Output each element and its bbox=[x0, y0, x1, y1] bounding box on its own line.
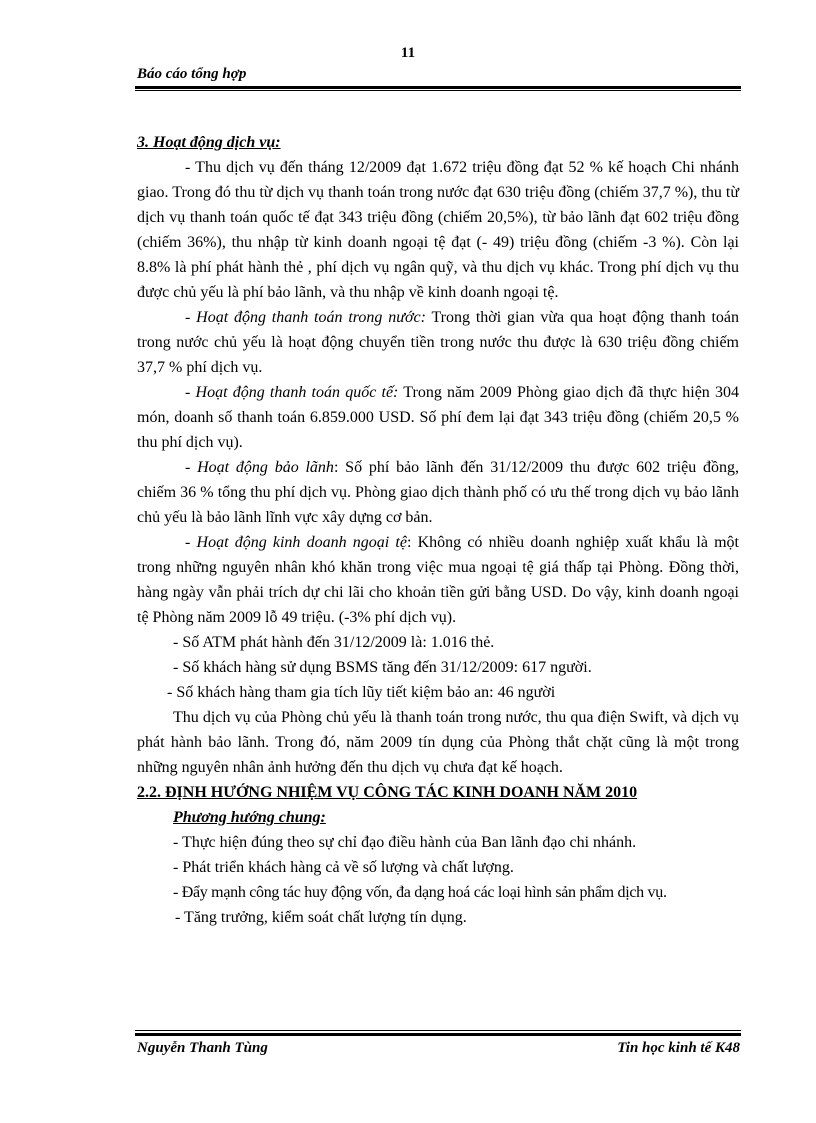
list-item: - Số ATM phát hành đến 31/12/2009 là: 1.016 thẻ. bbox=[173, 634, 495, 651]
fx-text: : Không có nhiều doanh nghiệp xuất khẩu là một trong những nguyên nhân khó khăn trong việc mua ngoại tệ giá thấp tại Phòng. Đồng thời, hàng ngày vẫn phải trích dự chi lãi cho khoản tiền gửi bằng USD. Do vậy, kinh doanh ngoại tệ Phòng năm 2009 lỗ 49 triệu. (-3% phí dịch vụ). bbox=[137, 534, 739, 626]
guarantee-label: Hoạt động bảo lãnh bbox=[197, 459, 334, 476]
international-payment-text: Trong năm 2009 Phòng giao dịch đã thực hiện 304 món, doanh số thanh toán 6.859.000 USD. Số phí đem lại đạt 343 triệu đồng (chiếm 20,5 % thu phí dịch vụ). bbox=[137, 384, 739, 451]
guarantee-dash: - bbox=[185, 459, 198, 476]
list-item: - Phát triển khách hàng cả về số lượng và chất lượng. bbox=[173, 859, 514, 876]
document-body bbox=[137, 130, 739, 930]
domestic-payment-text: Trong thời gian vừa qua hoạt động thanh toán trong nước chủ yếu là hoạt động chuyển tiền trong nước thu được là 630 triệu đồng chiếm 37,7 % phí dịch vụ. bbox=[137, 309, 739, 376]
paragraph-service-revenue: - Thu dịch vụ đến tháng 12/2009 đạt 1.672 triệu đồng đạt 52 % kế hoạch Chi nhánh giao. Trong đó thu từ dịch vụ thanh toán trong nước đạt 630 triệu đồng (chiếm 37,7 %), thu từ dịch vụ thanh toán quốc tế đạt 343 triệu đồng (chiếm 20,5%), từ bảo lãnh đạt 602 triệu đồng (chiếm 36%), thu nhập từ kinh doanh ngoại tệ đạt (- 49) triệu đồng (chiếm -3 %). Còn lại 8.8% là phí phát hành thẻ , phí dịch vụ ngân quỹ, và thu dịch vụ khác. Trong phí dịch vụ thu được chủ yếu là phí bảo lãnh, và thu nhập về kinh doanh ngoại tệ. bbox=[137, 159, 739, 301]
paragraph-international-payment bbox=[137, 380, 739, 455]
paragraph-domestic-payment bbox=[137, 305, 739, 380]
footer-rule-thin bbox=[135, 1030, 741, 1031]
paragraph-summary: Thu dịch vụ của Phòng chủ yếu là thanh toán trong nước, thu qua điện Swift, và dịch vụ phát hành bảo lãnh. Trong đó, năm 2009 tín dụng của Phòng thắt chặt cũng là một trong những nguyên nhân ảnh hưởng đến thu dịch vụ chưa đạt kế hoạch. bbox=[137, 709, 739, 776]
fx-label: Hoạt động kinh doanh ngoại tệ bbox=[196, 534, 407, 551]
paragraph-foreign-exchange bbox=[137, 530, 739, 630]
footer-course: Tin học kinh tế K48 bbox=[617, 1040, 740, 1056]
paragraph-guarantee bbox=[137, 455, 739, 530]
list-item: - Thực hiện đúng theo sự chỉ đạo điều hành của Ban lãnh đạo chi nhánh. bbox=[173, 834, 637, 851]
list-item: - Số khách hàng tham gia tích lũy tiết kiệm bảo an: 46 người bbox=[167, 684, 556, 701]
section-3-heading: 3. Hoạt động dịch vụ: bbox=[137, 134, 281, 151]
footer-author: Nguyễn Thanh Tùng bbox=[137, 1040, 268, 1056]
fx-dash: - bbox=[185, 534, 197, 551]
header-rule bbox=[135, 86, 741, 89]
general-direction-heading: Phương hướng chung: bbox=[173, 809, 326, 826]
domestic-payment-label: - Hoạt động thanh toán trong nước: bbox=[185, 309, 426, 326]
list-item: - Tăng trưởng, kiểm soát chất lượng tín dụng. bbox=[175, 909, 467, 926]
international-payment-label: - Hoạt động thanh toán quốc tế: bbox=[185, 384, 399, 401]
footer-rule bbox=[135, 1033, 741, 1036]
guarantee-text: : Số phí bảo lãnh đến 31/12/2009 thu được 602 triệu đồng, chiếm 36 % tổng thu phí dịch vụ. Phòng giao dịch thành phố có ưu thế trong dịch vụ bảo lãnh chủ yếu là bảo lãnh lĩnh vực xây dựng cơ bản. bbox=[137, 459, 740, 526]
list-item: - Số khách hàng sử dụng BSMS tăng đến 31/12/2009: 617 người. bbox=[173, 659, 592, 676]
page-number: 11 bbox=[400, 45, 416, 61]
list-item: - Đẩy mạnh công tác huy động vốn, đa dạng hoá các loại hình sản phẩm dịch vụ. bbox=[173, 884, 667, 901]
header-title: Báo cáo tổng hợp bbox=[137, 66, 247, 82]
section-2-2-heading: 2.2. ĐỊNH HƯỚNG NHIỆM VỤ CÔNG TÁC KINH DOANH NĂM 2010 bbox=[137, 784, 638, 801]
header-rule-thin bbox=[135, 90, 741, 91]
